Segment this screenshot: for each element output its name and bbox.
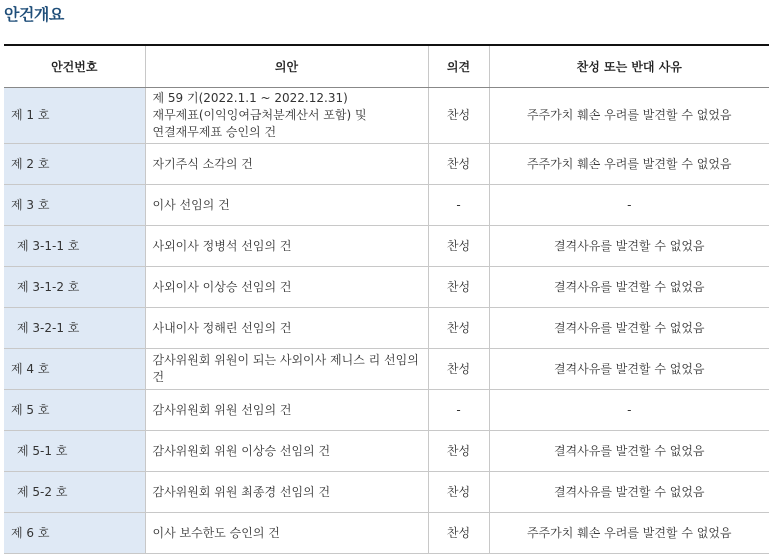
agenda-number-cell: 제 5-2 호 (4, 472, 145, 513)
table-header-row (4, 45, 769, 88)
table-row (4, 349, 769, 390)
header-agenda-no: 안건번호 (4, 45, 145, 88)
section-title: 안건개요 (4, 5, 64, 24)
agenda-number-cell: 제 5-1 호 (4, 431, 145, 472)
table-row (4, 513, 769, 554)
opinion-cell: 찬성 (428, 88, 489, 144)
agenda-number-cell: 제 3-1-2 호 (4, 267, 145, 308)
table-row (4, 390, 769, 431)
table-body (4, 88, 769, 554)
table-row (4, 267, 769, 308)
agenda-number-cell: 제 3 호 (4, 185, 145, 226)
agenda-number-cell: 제 6 호 (4, 513, 145, 554)
table-row (4, 144, 769, 185)
opinion-cell: 찬성 (428, 472, 489, 513)
agenda-number-cell: 제 5 호 (4, 390, 145, 431)
reason-cell: 결격사유를 발견할 수 없었음 (489, 226, 769, 267)
table-row (4, 308, 769, 349)
agenda-title-cell: 자기주식 소각의 건 (145, 144, 428, 185)
agenda-title-cell: 이사 선임의 건 (145, 185, 428, 226)
opinion-cell: 찬성 (428, 349, 489, 390)
table-row (4, 185, 769, 226)
header-agenda: 의안 (145, 45, 428, 88)
reason-cell: 결격사유를 발견할 수 없었음 (489, 267, 769, 308)
header-opinion: 의견 (428, 45, 489, 88)
agenda-number-cell: 제 3-1-1 호 (4, 226, 145, 267)
opinion-cell: 찬성 (428, 308, 489, 349)
agenda-title-cell: 사외이사 정병석 선임의 건 (145, 226, 428, 267)
agenda-number-cell: 제 1 호 (4, 88, 145, 144)
opinion-cell: 찬성 (428, 144, 489, 185)
reason-cell: 결격사유를 발견할 수 없었음 (489, 431, 769, 472)
table-row (4, 431, 769, 472)
agenda-title-cell: 감사위원회 위원 최종경 선임의 건 (145, 472, 428, 513)
reason-cell: 주주가치 훼손 우려를 발견할 수 없었음 (489, 88, 769, 144)
opinion-cell: 찬성 (428, 431, 489, 472)
agenda-title-cell: 사내이사 정해린 선임의 건 (145, 308, 428, 349)
agenda-title-cell: 사외이사 이상승 선임의 건 (145, 267, 428, 308)
agenda-number-cell: 제 3-2-1 호 (4, 308, 145, 349)
reason-cell: 주주가치 훼손 우려를 발견할 수 없었음 (489, 513, 769, 554)
agenda-title-cell: 이사 보수한도 승인의 건 (145, 513, 428, 554)
reason-cell: - (489, 390, 769, 431)
reason-cell: 결격사유를 발견할 수 없었음 (489, 472, 769, 513)
opinion-cell: 찬성 (428, 226, 489, 267)
agenda-title-cell: 감사위원회 위원 이상승 선임의 건 (145, 431, 428, 472)
agenda-number-cell: 제 2 호 (4, 144, 145, 185)
agenda-title-cell: 제 59 기(2022.1.1 ~ 2022.12.31) 재무제표(이익잉여금처분계산서 포함) 및 연결재무제표 승인의 건 (145, 88, 428, 144)
opinion-cell: - (428, 185, 489, 226)
table-row (4, 472, 769, 513)
reason-cell: 결격사유를 발견할 수 없었음 (489, 349, 769, 390)
table-row (4, 88, 769, 144)
table-row (4, 226, 769, 267)
opinion-cell: - (428, 390, 489, 431)
opinion-cell: 찬성 (428, 513, 489, 554)
agenda-number-cell: 제 4 호 (4, 349, 145, 390)
opinion-cell: 찬성 (428, 267, 489, 308)
agenda-table (4, 44, 769, 554)
header-reason: 찬성 또는 반대 사유 (489, 45, 769, 88)
reason-cell: 주주가치 훼손 우려를 발견할 수 없었음 (489, 144, 769, 185)
agenda-title-cell: 감사위원회 위원 선임의 건 (145, 390, 428, 431)
reason-cell: - (489, 185, 769, 226)
reason-cell: 결격사유를 발견할 수 없었음 (489, 308, 769, 349)
agenda-title-cell: 감사위원회 위원이 되는 사외이사 제니스 리 선임의 건 (145, 349, 428, 390)
